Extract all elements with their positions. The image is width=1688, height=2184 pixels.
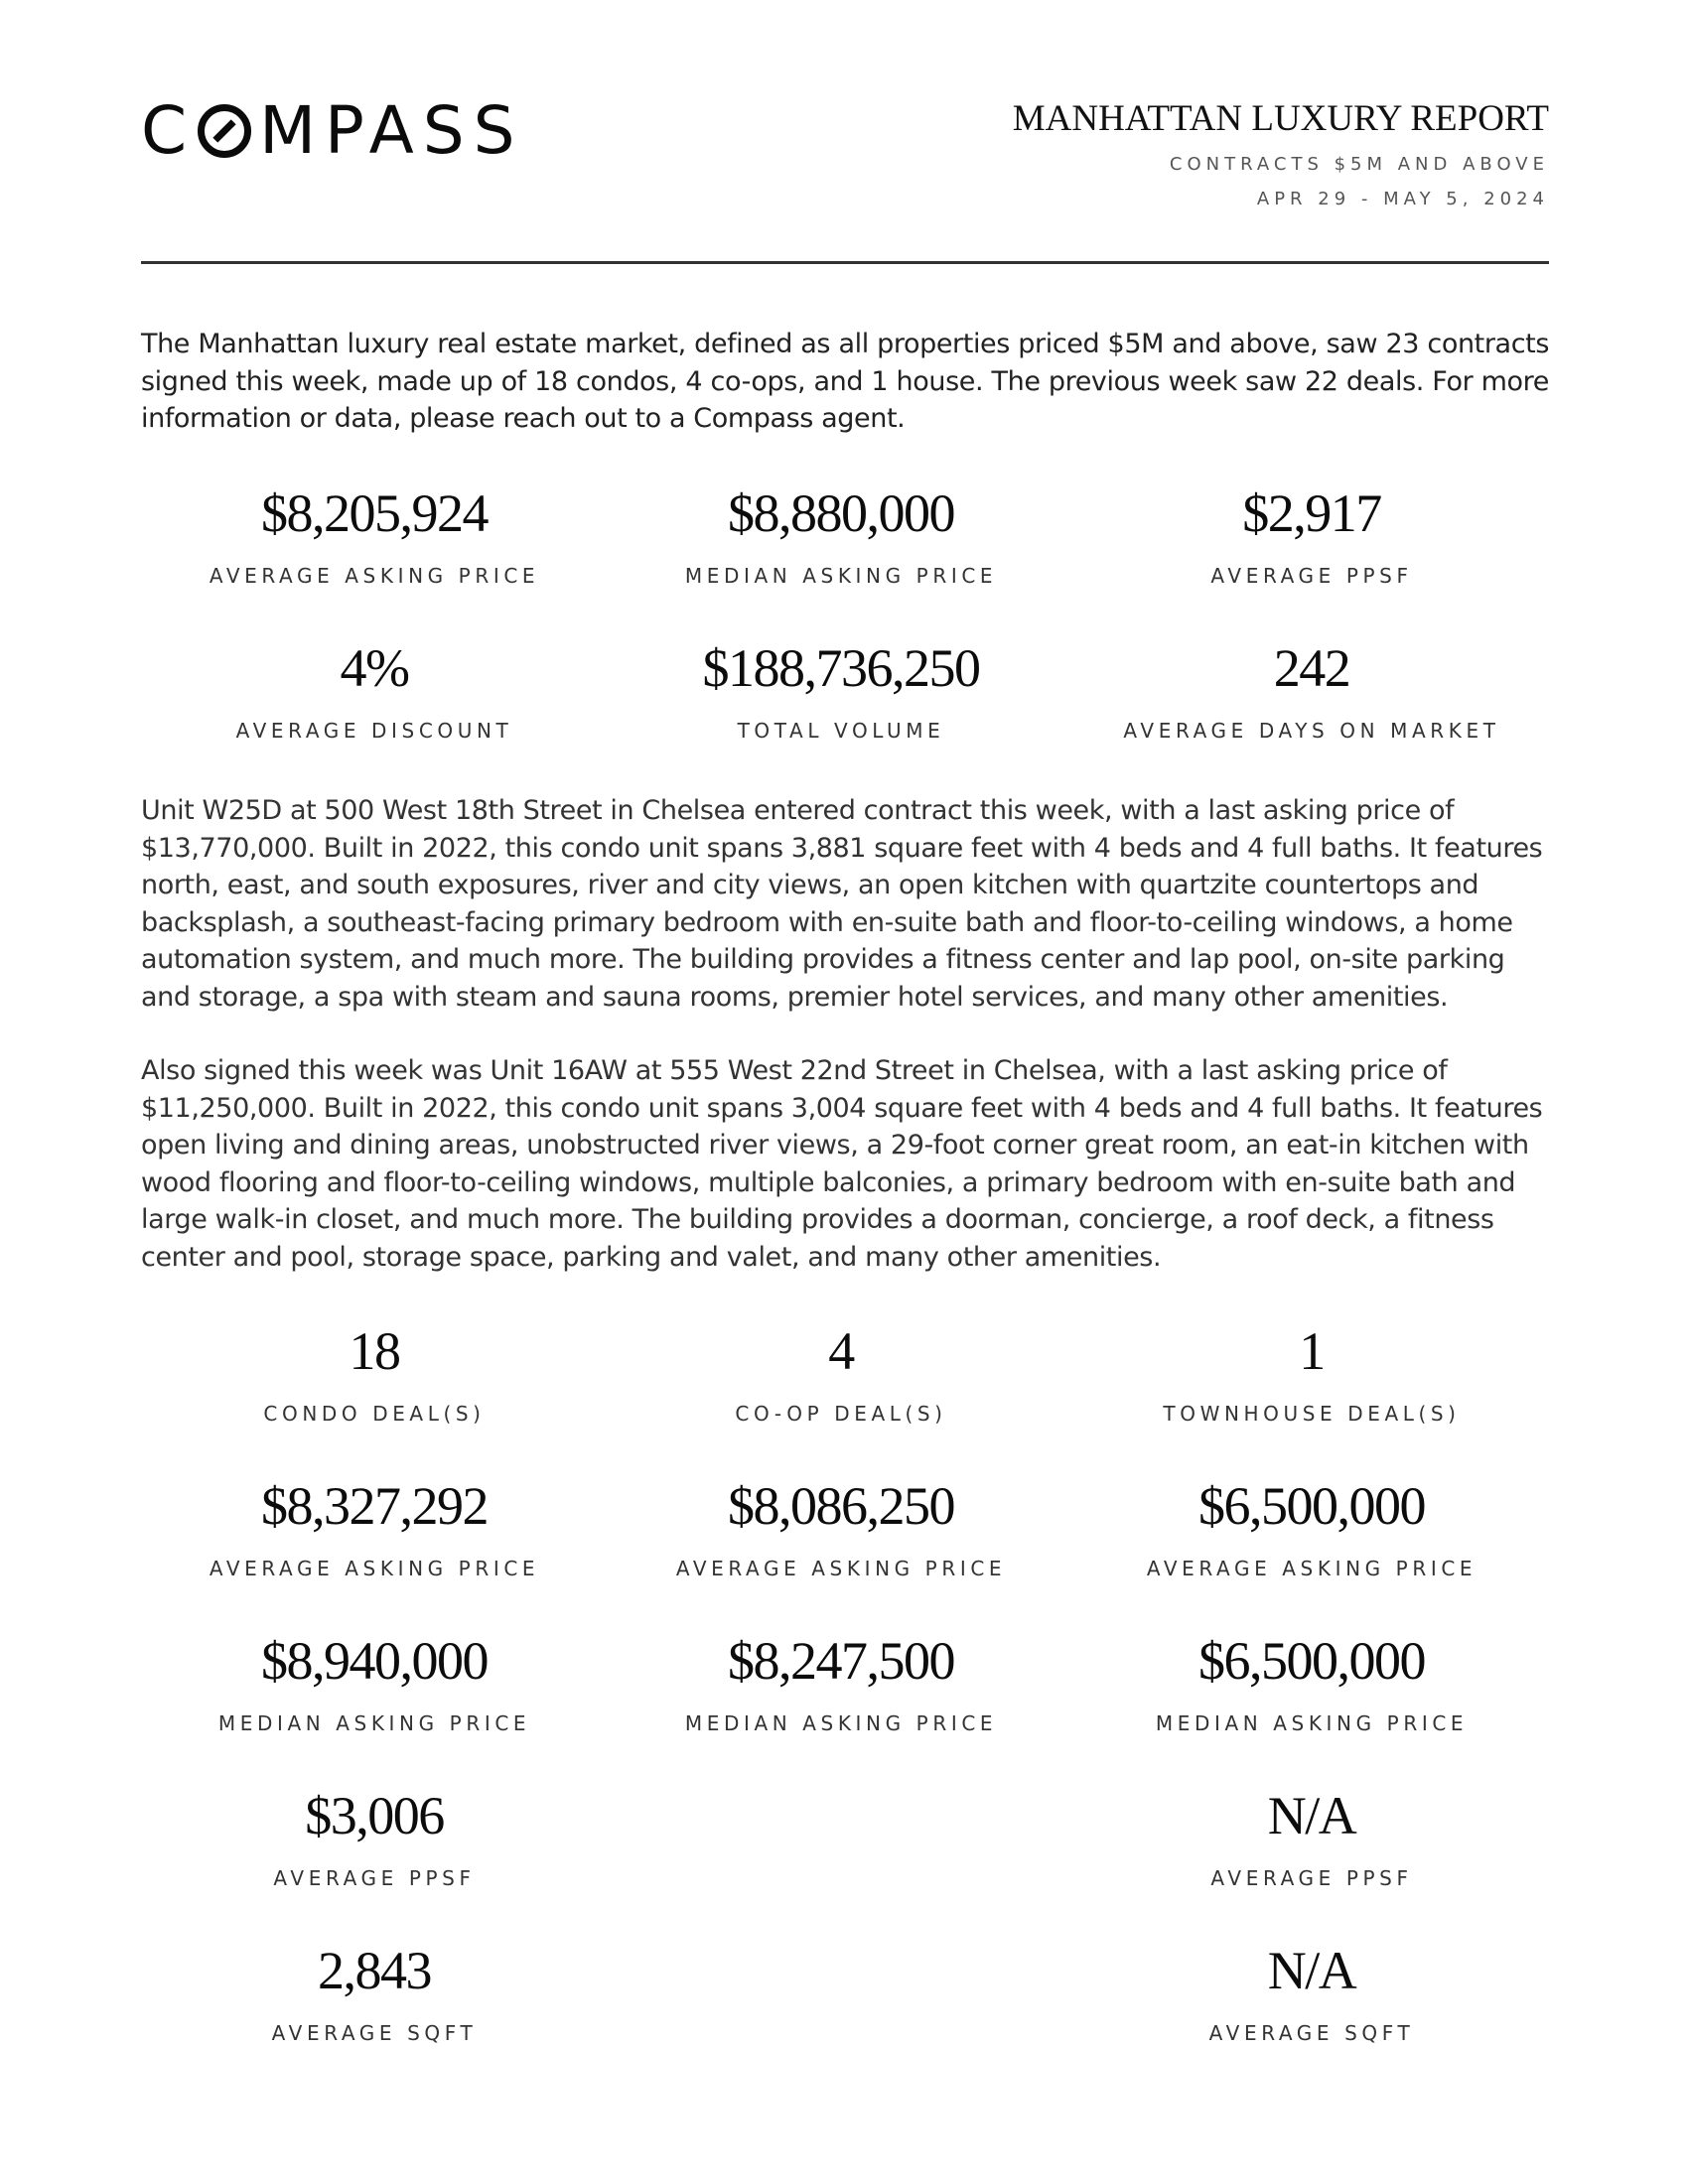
intro-paragraph: The Manhattan luxury real estate market, defined as all properties priced $5M and above, saw 23 contracts signed this week, made up of 18 condos, 4 co-ops, and 1 house. The previous week saw 22 deals. For more information or data, please reach out to a Compass agent. [141,329,1549,434]
stat-label: TOWNHOUSE DEAL(S) [1163,1402,1461,1426]
townhouse-average-asking-price [1074,1475,1549,1630]
property-type-breakdown [141,1320,1549,2095]
stat-label: AVERAGE ASKING PRICE [675,1557,1007,1580]
compass-logo [141,92,524,169]
stat-value: 18 [349,1321,400,1381]
report-title: MANHATTAN LUXURY REPORT [1012,98,1549,139]
stat-value: $8,940,000 [261,1631,488,1691]
stat-total-volume [608,637,1074,792]
stat-value: $8,247,500 [728,1631,954,1691]
stat-average-asking-price [141,482,608,637]
report-header [1013,99,1549,208]
stat-label: AVERAGE PPSF [273,1866,476,1890]
stat-value: 4% [340,638,409,698]
stat-value: $2,917 [1242,483,1381,543]
compass-o-icon [198,104,251,158]
stat-value: $6,500,000 [1198,1476,1425,1536]
townhouse-average-sqft [1074,1940,1549,2095]
stat-value: $188,736,250 [702,638,980,698]
coop-median-asking-price [608,1630,1074,1785]
stat-label: MEDIAN ASKING PRICE [684,1711,998,1735]
coop-deals [608,1320,1074,1475]
stat-label: AVERAGE ASKING PRICE [209,1557,540,1580]
stat-value: N/A [1267,1786,1356,1845]
stat-average-ppsf [1074,482,1549,637]
report-date: APR 29 - MAY 5, 2024 [1256,188,1549,209]
stat-value: 1 [1299,1321,1325,1381]
highlight-paragraph-1: Unit W25D at 500 West 18th Street in Chelsea entered contract this week, with a last asking price of $13,770,000. Built in 2022, this condo unit spans 3,881 square feet with 4 beds and 4 full baths. It features north, east, and south exposures, river and city views, an open kitchen with quartzite countertops and backsplash, a southeast-facing primary bedroom with en-suite bath and floor-to-ceiling windows, a home automation system, and much more. The building provides a fitness center and lap pool, on-site parking and storage, a spa with steam and sauna rooms, premier hotel services, and many other amenities. [141,795,1543,1013]
stat-label: AVERAGE PPSF [1210,564,1413,588]
stat-value: 4 [828,1321,854,1381]
stat-median-asking-price [608,482,1074,637]
stat-label: AVERAGE DAYS ON MARKET [1123,719,1500,743]
stat-label: CO-OP DEAL(S) [735,1402,947,1426]
townhouse-median-asking-price [1074,1630,1549,1785]
condo-deals [141,1320,608,1475]
report-subtitle: CONTRACTS $5M AND ABOVE [1169,153,1549,175]
summary-stats [141,482,1549,792]
condo-average-sqft [141,1940,608,2095]
stat-value: $8,205,924 [261,483,488,543]
stat-value: 242 [1273,638,1350,698]
stat-label: AVERAGE ASKING PRICE [1146,1557,1477,1580]
stat-label: AVERAGE SQFT [1208,2021,1415,2045]
condo-average-asking-price [141,1475,608,1630]
stat-value: 2,843 [318,1941,431,2000]
header-divider [141,261,1549,264]
stat-average-discount [141,637,608,792]
logo-letters-mpass: MPASS [259,92,524,169]
townhouse-deals [1074,1320,1549,1475]
stat-value: $6,500,000 [1198,1631,1425,1691]
townhouse-average-ppsf [1074,1785,1549,1940]
stat-label: MEDIAN ASKING PRICE [217,1711,531,1735]
condo-average-ppsf [141,1785,608,1940]
stat-label: TOTAL VOLUME [737,719,945,743]
logo-letter-c: C [141,92,197,169]
stat-average-days-on-market [1074,637,1549,792]
highlight-paragraph-2: Also signed this week was Unit 16AW at 555 West 22nd Street in Chelsea, with a last asking price of $11,250,000. Built in 2022, this condo unit spans 3,004 square feet with 4 beds and 4 full baths. It features open living and dining areas, unobstructed river views, a 29-foot corner great room, an eat-in kitchen with wood flooring and floor-to-ceiling windows, multiple balconies, a primary bedroom with en-suite bath and large walk-in closet, and much more. The building provides a doorman, concierge, a roof deck, a fitness center and pool, storage space, parking and valet, and many other amenities. [141,1055,1543,1273]
coop-average-asking-price [608,1475,1074,1630]
stat-value: $8,327,292 [261,1476,488,1536]
stat-label: AVERAGE PPSF [1210,1866,1413,1890]
condo-median-asking-price [141,1630,608,1785]
stat-value: $8,880,000 [728,483,954,543]
stat-label: AVERAGE DISCOUNT [235,719,513,743]
stat-label: AVERAGE ASKING PRICE [209,564,540,588]
stat-label: MEDIAN ASKING PRICE [684,564,998,588]
stat-label: MEDIAN ASKING PRICE [1155,1711,1469,1735]
stat-label: AVERAGE SQFT [271,2021,478,2045]
stat-value: $3,006 [305,1786,444,1845]
stat-label: CONDO DEAL(S) [263,1402,486,1426]
stat-value: $8,086,250 [728,1476,954,1536]
stat-value: N/A [1267,1941,1356,2000]
